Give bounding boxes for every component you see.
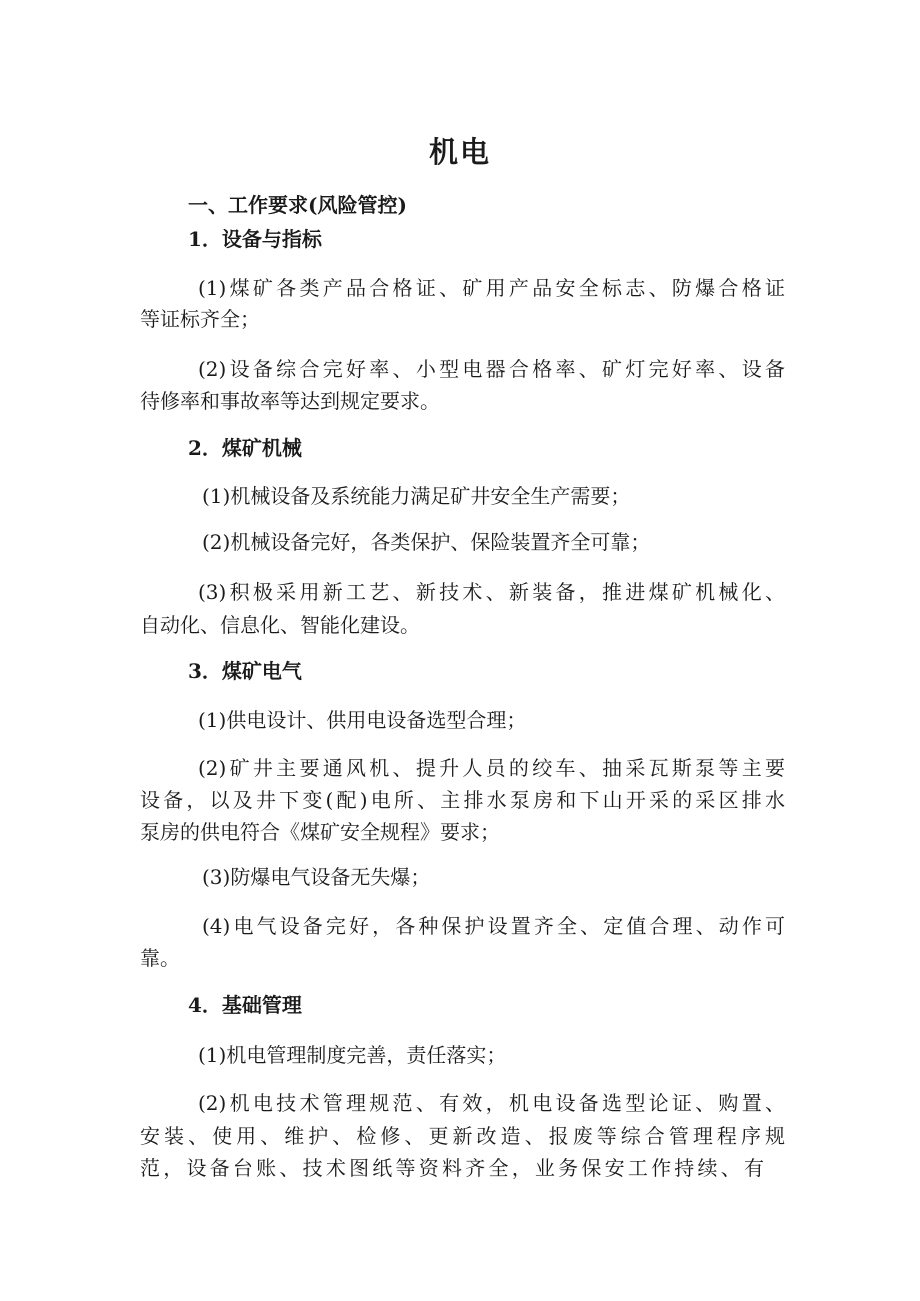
paragraph-line: (4)电气设备完好，各种保护设置齐全、定值合理、动作可 xyxy=(202,914,785,938)
paragraph-line: 设备，以及井下变(配)电所、主排水泵房和下山开采的采区排水 xyxy=(140,788,785,812)
paragraph-line: (3)防爆电气设备无失爆； xyxy=(202,865,431,889)
paragraph-line: (1)机电管理制度完善，责任落实； xyxy=(198,1043,507,1067)
page-title: 机电 xyxy=(428,135,491,169)
paragraph-line: (2)机电技术管理规范、有效，机电设备选型论证、购置、 xyxy=(198,1091,785,1115)
subsection-heading-1: 1．设备与指标 xyxy=(188,227,322,251)
paragraph-line: 泵房的供电符合《煤矿安全规程》要求； xyxy=(140,820,500,844)
paragraph-line: (1)供电设计、供用电设备选型合理； xyxy=(198,708,527,732)
paragraph-line: 范，设备台账、技术图纸等资料齐全，业务保安工作持续、有 xyxy=(140,1156,764,1180)
paragraph-line: 靠。 xyxy=(140,946,180,970)
paragraph-line: (1)机械设备及系统能力满足矿井安全生产需要； xyxy=(202,484,631,508)
paragraph-line: 等证标齐全； xyxy=(140,307,260,331)
paragraph-line: (2)设备综合完好率、小型电器合格率、矿灯完好率、设备 xyxy=(198,357,785,381)
subsection-heading-4: 4．基础管理 xyxy=(188,993,302,1017)
paragraph-line: 自动化、信息化、智能化建设。 xyxy=(140,613,420,637)
subsection-heading-2: 2．煤矿机械 xyxy=(188,436,302,460)
paragraph-line: (2)机械设备完好，各类保护、保险装置齐全可靠； xyxy=(202,530,651,554)
paragraph-line: 安装、使用、维护、检修、更新改造、报废等综合管理程序规 xyxy=(140,1124,785,1148)
paragraph-line: 待修率和事故率等达到规定要求。 xyxy=(140,389,440,413)
section-heading: 一、工作要求(风险管控) xyxy=(188,193,407,217)
paragraph-line: (3)积极采用新工艺、新技术、新装备，推进煤矿机械化、 xyxy=(198,580,785,604)
paragraph-line: (1)煤矿各类产品合格证、矿用产品安全标志、防爆合格证 xyxy=(198,276,785,300)
paragraph-line: (2)矿井主要通风机、提升人员的绞车、抽采瓦斯泵等主要 xyxy=(198,756,785,780)
subsection-heading-3: 3．煤矿电气 xyxy=(188,659,302,683)
